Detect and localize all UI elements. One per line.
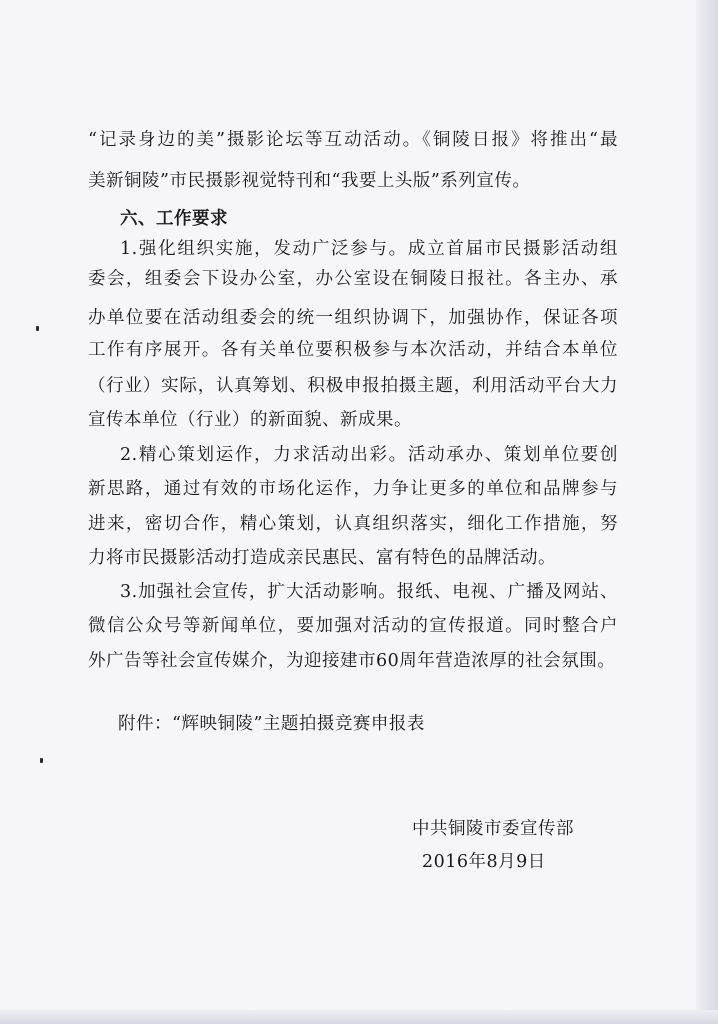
body-line-item3-1: 3.加强社会宣传，扩大活动影响。报纸、电视、广播及网站、: [120, 582, 618, 602]
body-line-item1-2: 委会，组委会下设办公室，办公室设在铜陵日报社。各主办、承: [88, 269, 618, 289]
body-line-item3-2: 微信公众号等新闻单位，要加强对活动的宣传报道。同时整合户: [88, 616, 618, 636]
body-line-item1-3: 办单位要在活动组委会的统一组织协调下，加强协作，保证各项: [88, 308, 618, 328]
section-heading-work-requirements: 六、工作要求: [120, 209, 228, 229]
body-line-2: 美新铜陵”市民摄影视觉特刊和“我要上头版”系列宣传。: [88, 171, 531, 191]
body-line-item2-3: 进来，密切合作，精心策划，认真组织落实，细化工作措施，努: [88, 514, 618, 534]
signature-date: 2016年8月9日: [422, 852, 546, 872]
body-line-item2-2: 新思路，通过有效的市场化运作，力争让更多的单位和品牌参与: [88, 479, 618, 499]
scan-edge-bottom: [0, 1010, 718, 1024]
body-line-item1-1: 1.强化组织实施，发动广泛参与。成立首届市民摄影活动组: [120, 239, 618, 259]
body-line-item2-1: 2.精心策划运作，力求活动出彩。活动承办、策划单位要创: [120, 445, 618, 465]
body-line-item1-4: 工作有序展开。各有关单位要积极参与本次活动，并结合本单位: [88, 340, 618, 360]
body-line-item2-4: 力将市民摄影活动打造成亲民惠民、富有特色的品牌活动。: [88, 548, 556, 568]
body-line-1: “记录身边的美”摄影论坛等互动活动。《铜陵日报》将推出“最: [88, 130, 618, 150]
signature-organization: 中共铜陵市委宣传部: [412, 819, 574, 839]
attachment-line: 附件：“辉映铜陵”主题拍摄竞赛申报表: [118, 714, 425, 734]
body-line-item3-3: 外广告等社会宣传媒介，为迎接建市60周年营造浓厚的社会氛围。: [88, 651, 616, 671]
scan-edge-right: [696, 0, 718, 1024]
body-line-item1-6: 宣传本单位（行业）的新面貌、新成果。: [88, 410, 412, 430]
body-line-item1-5: （行业）实际，认真筹划、积极申报拍摄主题，利用活动平台大力: [88, 376, 618, 396]
scan-speck: [40, 758, 43, 763]
scan-speck: [36, 326, 39, 331]
